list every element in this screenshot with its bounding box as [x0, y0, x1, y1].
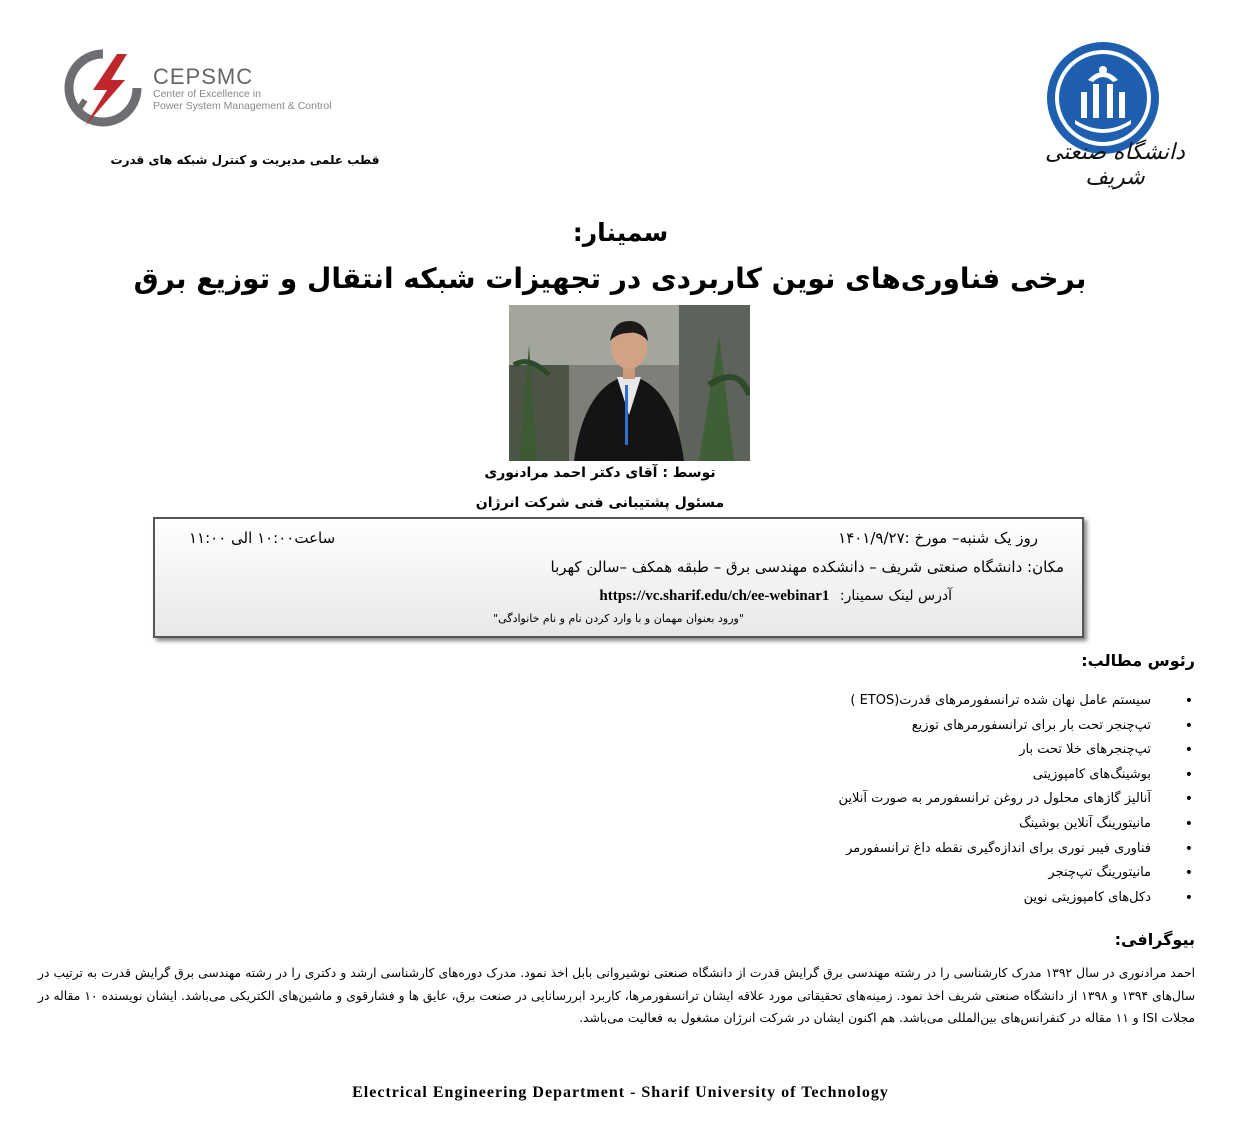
bio-heading: بیوگرافی:	[1114, 930, 1195, 949]
cepsmc-name: CEPSMC	[153, 64, 254, 89]
cepsmc-subtitle-line1: Center of Excellence in	[153, 88, 261, 100]
topic-item: • مانیتورینگ آنلاین بوشینگ	[451, 815, 1151, 840]
lightning-icon	[55, 48, 151, 128]
university-name: دانشگاه صنعتی شریف	[1045, 140, 1185, 190]
seminar-info-box	[153, 517, 1084, 638]
speaker-photo	[509, 305, 750, 461]
topics-list	[451, 692, 1151, 913]
topic-item: • آنالیز گازهای محلول در روغن ترانسفورمر به صورت آنلاین	[451, 790, 1151, 815]
topic-item: • دکل‌های کامپوزیتی نوین	[451, 889, 1151, 914]
footer-text: Electrical Engineering Department - Sharif University of Technology	[352, 1084, 889, 1101]
seminar-time: ساعت۱۰:۰۰ الی ۱۱:۰۰	[189, 529, 336, 547]
presenter-position: مسئول پشتیبانی فنی شرکت انرژان	[475, 495, 725, 511]
login-note: "ورود بعنوان مهمان و با وارد کردن نام و نام خانوادگی"	[493, 612, 744, 625]
seminar-link-row	[599, 588, 952, 605]
seminar-link-label: آدرس لینک سمینار:	[839, 588, 952, 604]
topics-heading: رئوس مطالب:	[1081, 651, 1195, 670]
topic-item: • مانیتورینگ تپ‌چنجر	[451, 864, 1151, 889]
topic-item: • سیستم عامل نهان شده ترانسفورمرهای قدرت(ETOS )	[451, 692, 1151, 717]
cepsmc-logo	[55, 48, 400, 128]
seminar-title: برخی فناوری‌های نوین کاربردی در تجهیزات شبکه انتقال و توزیع برق	[133, 262, 1087, 295]
seminar-link[interactable]: https://vc.sharif.edu/ch/ee-webinar1	[599, 588, 830, 604]
cepsmc-persian-name: قطب علمی مدیریت و کنترل شبکه های قدرت	[110, 153, 380, 167]
topic-item: • تپ‌چنجرهای خلا تحت بار	[451, 741, 1151, 766]
presenter-name: توسط : آقای دکتر احمد مرادنوری	[484, 465, 716, 481]
topic-item: • تپ‌چنجر تحت بار برای ترانسفورمرهای توزیع	[451, 717, 1151, 742]
seminar-label: سمینار:	[572, 218, 669, 247]
topic-item: • بوشینگ‌های کامپوزیتی	[451, 766, 1151, 791]
bio-text: احمد مرادنوری در سال ۱۳۹۲ مدرک کارشناسی را در رشته مهندسی برق گرایش قدرت از دانشگاه صنعتی نوشیروانی بابل اخذ نمود. مدرک دوره‌های کارشناسی ارشد و دکتری را در رشته مهندسی برق گرایش قدرت به ترتیب در سال‌های ۱۳۹۴ و ۱۳۹۸ از دانشگاه صنعتی شریف اخذ نمود. زمینه‌های تحقیقاتی مورد علاقه ایشان ترانسفورمرها، کاربرد ابررسانایی در صنعت برق، عایق ها و فشارقوی و ماشین‌های الکتریکی می‌باشد. ایشان نویسنده ۱۰ مقاله در مجلات ISI و ۱۱ مقاله در کنفرانس‌های بین‌المللی می‌باشد. هم اکنون ایشان در شرکت انرژان مشغول به فعالیت می‌باشد.	[38, 966, 1195, 1025]
seminar-place: مکان: دانشگاه صنعتی شریف – دانشکده مهندسی برق – طبقه همکف –سالن کهربا	[550, 558, 1064, 576]
cepsmc-subtitle-line2: Power System Management & Control	[153, 100, 332, 112]
topic-item: • فناوری فیبر نوری برای اندازه‌گیری نقطه داغ ترانسفورمر	[451, 840, 1151, 865]
seminar-date: روز یک شنبه– مورخ :۱۴۰۱/۹/۲۷	[838, 529, 1038, 547]
